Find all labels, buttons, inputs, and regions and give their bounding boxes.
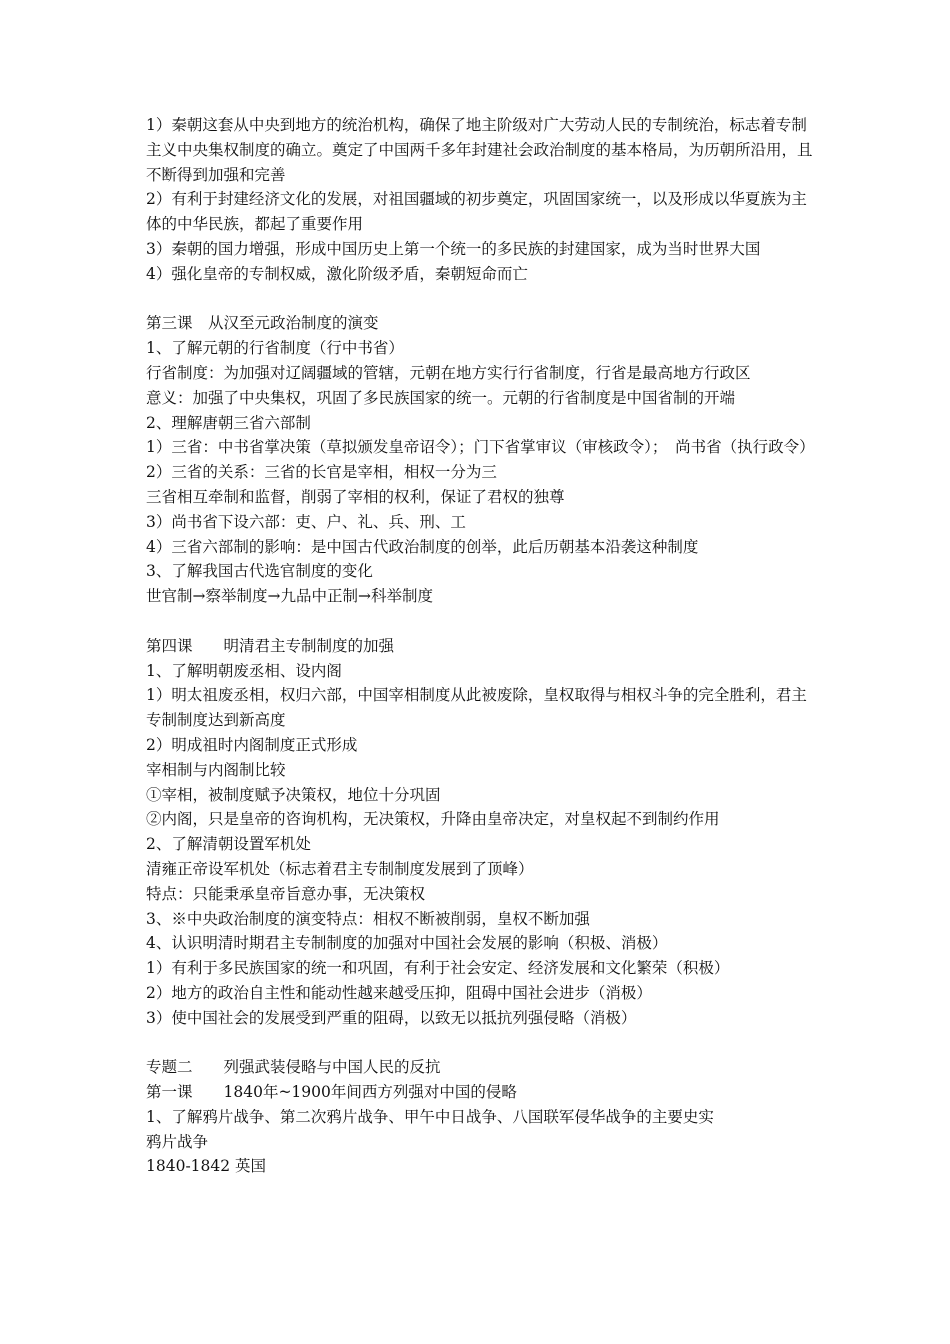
text-line: 三省相互牵制和监督，削弱了宰相的权利，保证了君权的独尊 [146, 487, 565, 506]
blank-line [146, 1030, 816, 1055]
text-line: 3、※中央政治制度的演变特点：相权不断被削弱，皇权不断加强 [146, 909, 590, 928]
text-line: ①宰相，被制度赋予决策权，地位十分巩固 [146, 785, 441, 804]
document-page [146, 113, 816, 1179]
blank-line [146, 287, 816, 312]
text-line: 2、理解唐朝三省六部制 [146, 413, 311, 432]
paragraph-qin-significance-4: 4）强化皇帝的专制权威，激化阶级矛盾，秦朝短命而亡 [146, 264, 528, 283]
text-line: 1）有利于多民族国家的统一和巩固，有利于社会安定、经济发展和文化繁荣（积极） [146, 959, 730, 978]
blank-line [146, 609, 816, 634]
lesson-1-heading: 第一课 1840年~1900年间西方列强对中国的侵略 [146, 1083, 517, 1102]
text-line: ②内阁，只是皇帝的咨询机构，无决策权，升降由皇帝决定，对皇权起不到制约作用 [146, 810, 720, 829]
text-line: 2、了解清朝设置军机处 [146, 835, 311, 854]
text-line: 鸦片战争 [146, 1132, 209, 1151]
text-line: 4）三省六部制的影响：是中国古代政治制度的创举，此后历朝基本沿袭这种制度 [146, 537, 699, 556]
text-line: 1、了解明朝废丞相、设内阁 [146, 661, 342, 680]
text-line: 4、认识明清时期君主专制制度的加强对中国社会发展的影响（积极、消极） [146, 934, 668, 953]
text-line: 3、了解我国古代选官制度的变化 [146, 562, 373, 581]
text-line: 宰相制与内阁制比较 [146, 760, 286, 779]
text-line: 3）使中国社会的发展受到严重的阻碍，以致无以抵抗列强侵略（消极） [146, 1008, 637, 1027]
text-line: 特点：只能秉承皇帝旨意办事，无决策权 [146, 884, 426, 903]
paragraph-qin-significance-2: 2）有利于封建经济文化的发展，对祖国疆域的初步奠定，巩固国家统一，以及形成以华夏族为主体的中华民族，都起了重要作用 [146, 190, 807, 234]
paragraph-qin-significance-3: 3）秦朝的国力增强，形成中国历史上第一个统一的多民族的封建国家，成为当时世界大国 [146, 239, 761, 258]
topic-2-heading: 专题二 列强武装侵略与中国人民的反抗 [146, 1058, 441, 1077]
text-line: 1840-1842 英国 [146, 1157, 267, 1176]
lesson-4-heading: 第四课 明清君主专制制度的加强 [146, 636, 395, 655]
text-line: 2）明成祖时内阁制度正式形成 [146, 735, 358, 754]
text-line: 3）尚书省下设六部：吏、户、礼、兵、刑、工 [146, 512, 466, 531]
text-line: 行省制度：为加强对辽阔疆域的管辖，元朝在地方实行行省制度，行省是最高地方行政区 [146, 363, 751, 382]
text-line: 1、了解元朝的行省制度（行中书省） [146, 339, 404, 358]
text-line: 2）三省的关系：三省的长官是宰相，相权一分为三 [146, 463, 497, 482]
text-line: 1）明太祖废丞相，权归六部，中国宰相制度从此被废除，皇权取得与相权斗争的完全胜利，君主专制制度达到新高度 [146, 686, 807, 730]
text-line: 1）三省：中书省掌决策（草拟颁发皇帝诏令）；门下省掌审议（审核政令）； 尚书省（执行政令） [146, 438, 815, 457]
text-line: 2）地方的政治自主性和能动性越来越受压抑，阻碍中国社会进步（消极） [146, 983, 652, 1002]
text-line: 意义：加强了中央集权，巩固了多民族国家的统一。元朝的行省制度是中国省制的开端 [146, 388, 736, 407]
paragraph-qin-significance-1: 1）秦朝这套从中央到地方的统治机构，确保了地主阶级对广大劳动人民的专制统治，标志着专制主义中央集权制度的确立。奠定了中国两千多年封建社会政治制度的基本格局，为历朝所沿用，且不断得到加强和完善 [146, 116, 813, 184]
text-line: 1、了解鸦片战争、第二次鸦片战争、甲午中日战争、八国联军侵华战争的主要史实 [146, 1107, 714, 1126]
text-line: 世官制→察举制度→九品中正制→科举制度 [146, 587, 433, 606]
text-line: 清雍正帝设军机处（标志着君主专制制度发展到了顶峰） [146, 859, 534, 878]
lesson-3-heading: 第三课 从汉至元政治制度的演变 [146, 314, 379, 333]
